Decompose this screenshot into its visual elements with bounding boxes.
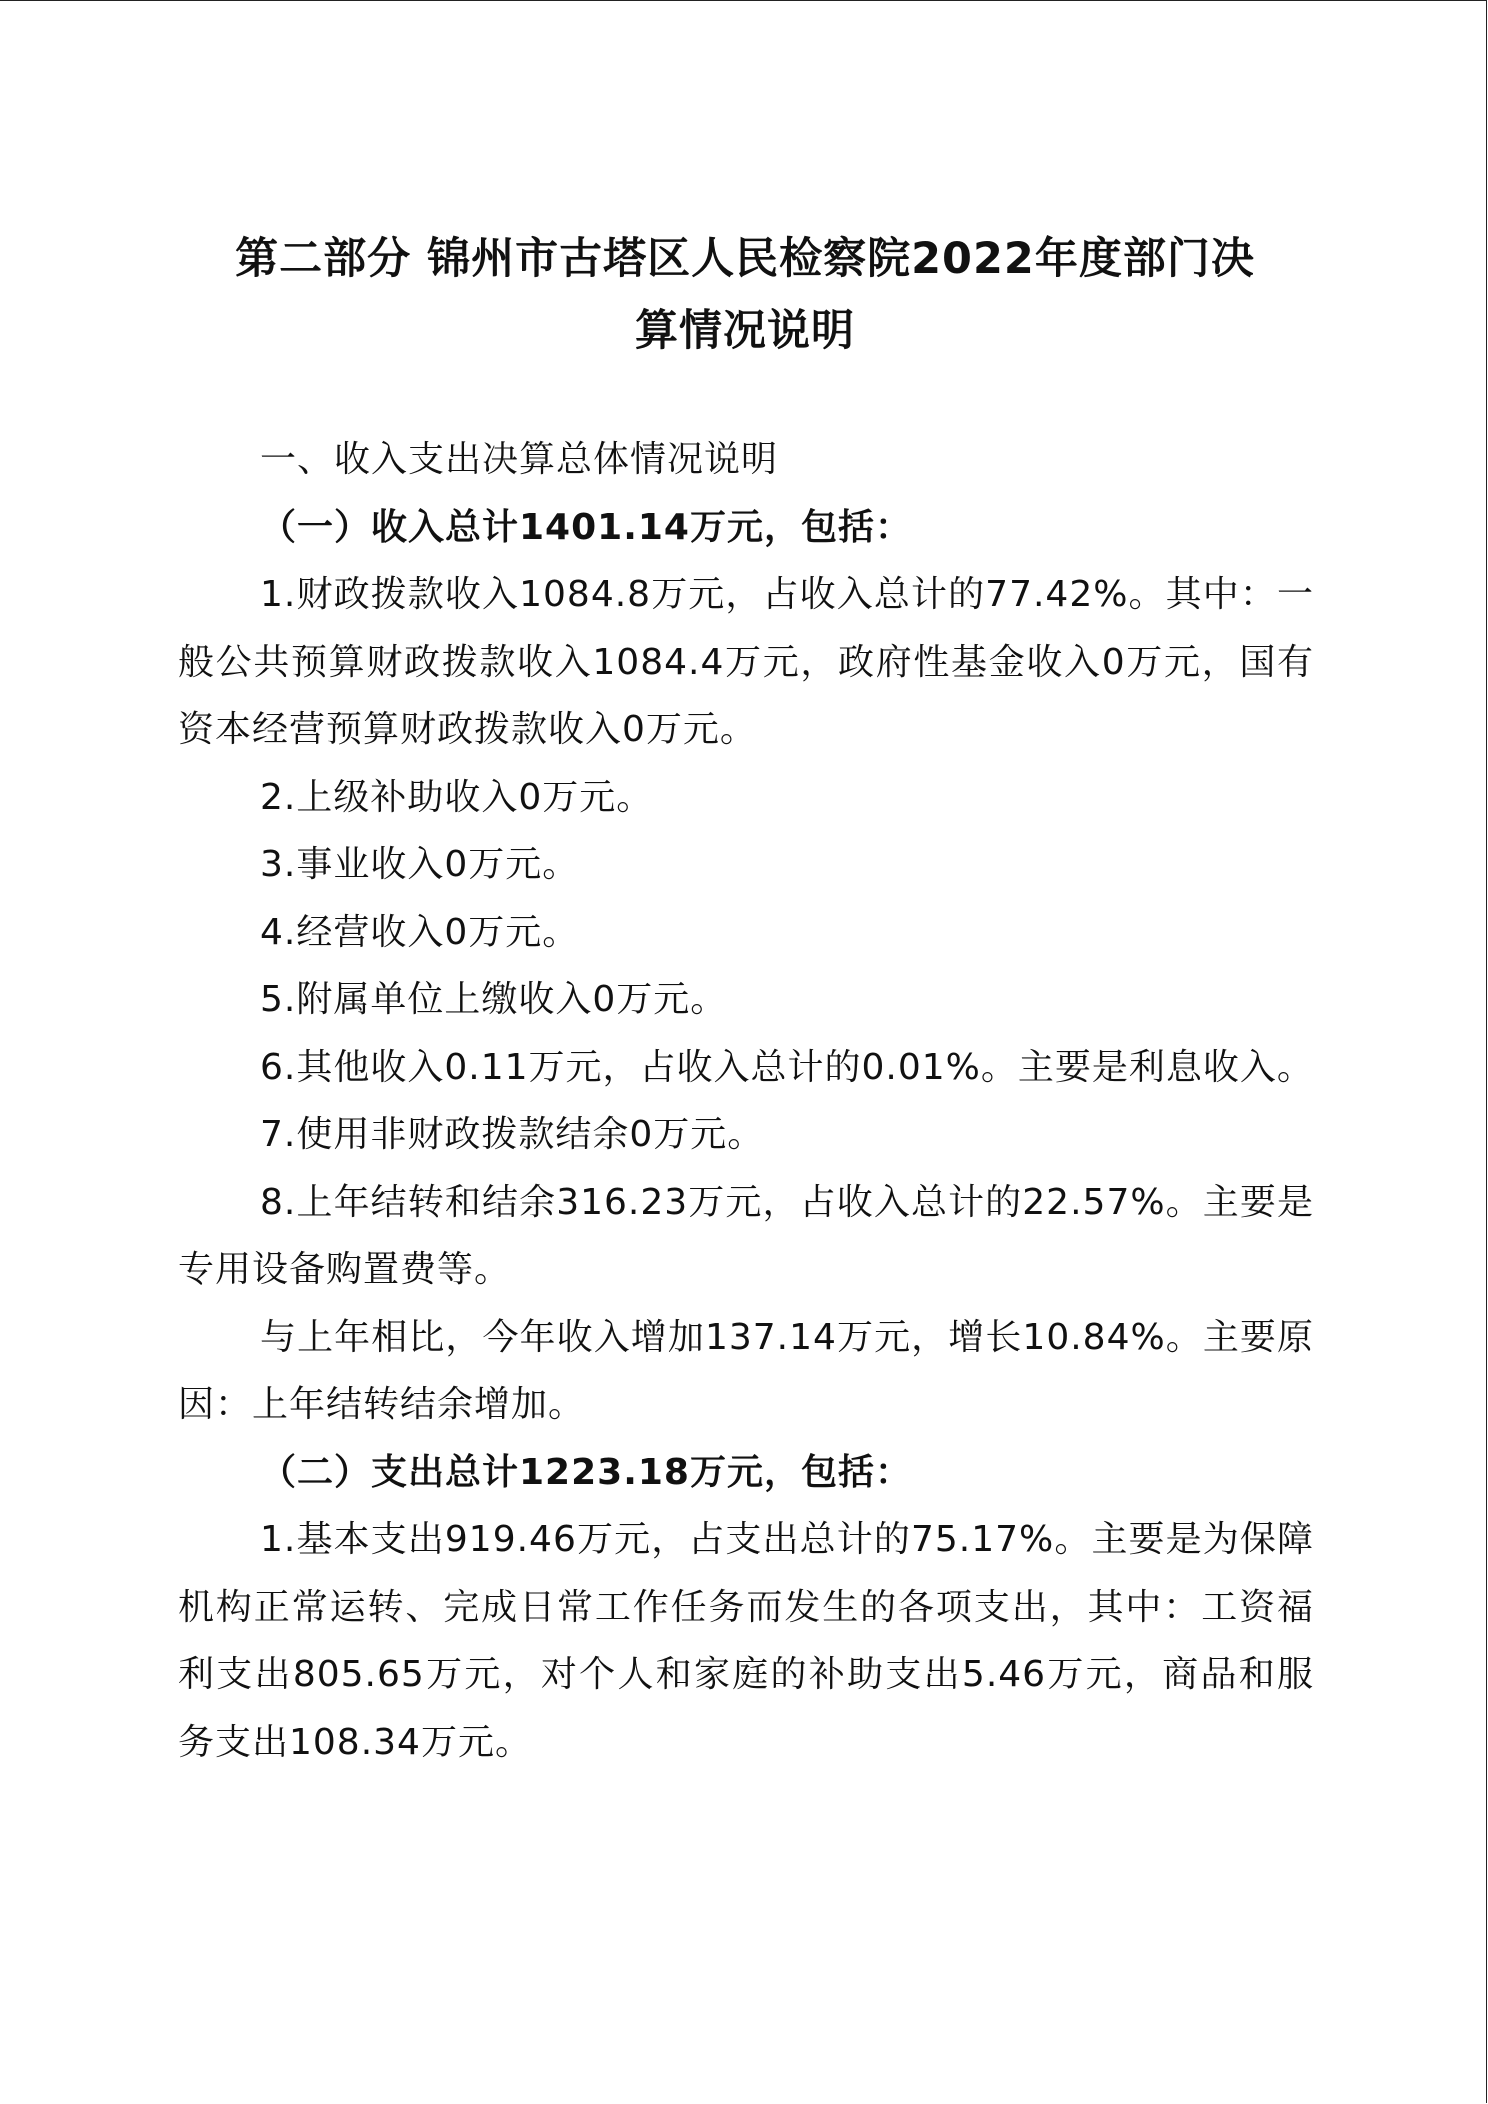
paragraph: 与上年相比，今年收入增加137.14万元，增长10.84%。主要原因：上年结转结余增加。	[178, 1316, 1314, 1425]
paragraph: （一）收入总计1401.14万元，包括：	[260, 506, 912, 548]
page-title	[170, 223, 1320, 367]
paragraph: 7.使用非财政拨款结余0万元。	[260, 1114, 765, 1155]
paragraph: 8.上年结转和结余316.23万元，占收入总计的22.57%。主要是专用设备购置费等。	[178, 1181, 1314, 1290]
paragraph: 5.附属单位上缴收入0万元。	[260, 979, 728, 1020]
title-line-2: 算情况说明	[635, 306, 855, 356]
paragraph: 2.上级补助收入0万元。	[260, 776, 654, 818]
paragraph: 1.基本支出919.46万元，占支出总计的75.17%。主要是为保障机构正常运转、完成日常工作任务而发生的各项支出，其中：工资福利支出805.65万元，对个人和家庭的补助支出5.46万元，商品和服务支出108.34万元。	[178, 1519, 1314, 1763]
paragraph: 3.事业收入0万元。	[260, 844, 580, 885]
paragraph: 4.经营收入0万元。	[260, 911, 580, 953]
paragraph: 6.其他收入0.11万元，占收入总计的0.01%。主要是利息收入。	[260, 1046, 1314, 1088]
document-body	[178, 426, 1314, 1776]
title-line-1: 第二部分 锦州市古塔区人民检察院2022年度部门决	[235, 234, 1255, 284]
paragraph: （二）支出总计1223.18万元，包括：	[260, 1451, 912, 1493]
paragraph: 1.财政拨款收入1084.8万元，占收入总计的77.42%。其中：一般公共预算财政拨款收入1084.4万元，政府性基金收入0万元，国有资本经营预算财政拨款收入0万元。	[178, 574, 1314, 750]
paragraph: 一、收入支出决算总体情况说明	[260, 439, 779, 480]
